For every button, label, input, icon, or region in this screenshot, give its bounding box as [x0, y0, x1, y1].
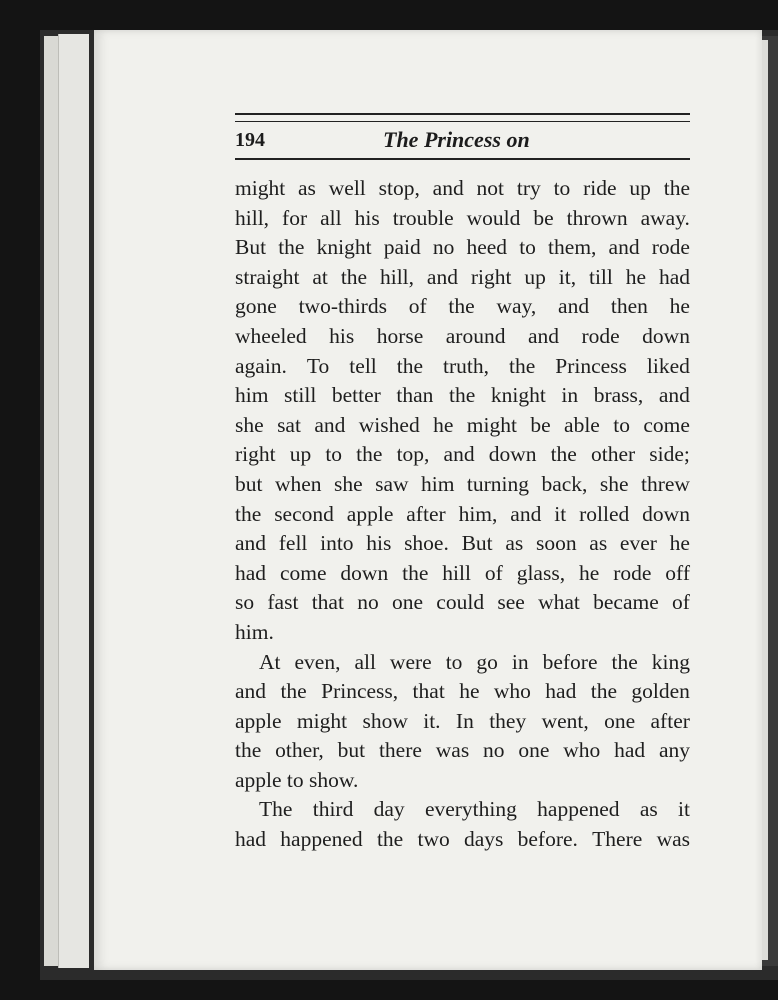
text-line: right up to the top, and down the other side; [235, 442, 690, 467]
header-rule-bottom [235, 158, 690, 160]
text-line: had happened the two days before. There was [235, 827, 690, 852]
page-stack-edge [58, 34, 89, 968]
running-title: The Princess on [383, 127, 530, 152]
text-line: might as well stop, and not try to ride up the [235, 176, 690, 200]
text-line: the second apple after him, and it rolled down [235, 501, 690, 526]
text-line: again. To tell the truth, the Princess liked [235, 353, 690, 378]
text-line: and fell into his shoe. But as soon as ever he [235, 531, 690, 556]
page-number: 194 [235, 129, 265, 151]
text-line: and the Princess, that he who had the golden [235, 679, 690, 704]
header-rule-top [235, 113, 690, 122]
text-line: straight at the hill, and right up it, till he had [235, 264, 690, 289]
text-line: so fast that no one could see what became of [235, 590, 690, 615]
text-line: she sat and wished he might be able to come [235, 412, 690, 437]
text-line: gone two-thirds of the way, and then he [235, 294, 690, 319]
text-line: the other, but there was no one who had any [235, 738, 690, 763]
text-line: wheeled his horse around and rode down [235, 323, 690, 348]
text-line: but when she saw him turning back, she threw [235, 471, 690, 496]
text-line: hill, for all his trouble would be thrown away. [235, 205, 690, 230]
text-line: him. [235, 619, 274, 644]
text-line: apple to show. [235, 767, 359, 792]
text-line: But the knight paid no heed to them, and rode [235, 235, 690, 260]
text-line: At even, all were to go in before the king [259, 649, 690, 674]
page-right-edge [762, 40, 768, 960]
text-line: apple might show it. In they went, one after [235, 708, 690, 733]
text-line: had come down the hill of glass, he rode off [235, 560, 690, 585]
body-text [235, 174, 690, 855]
text-line: The third day everything happened as it [259, 797, 690, 822]
text-line: him still better than the knight in brass, and [235, 383, 690, 408]
